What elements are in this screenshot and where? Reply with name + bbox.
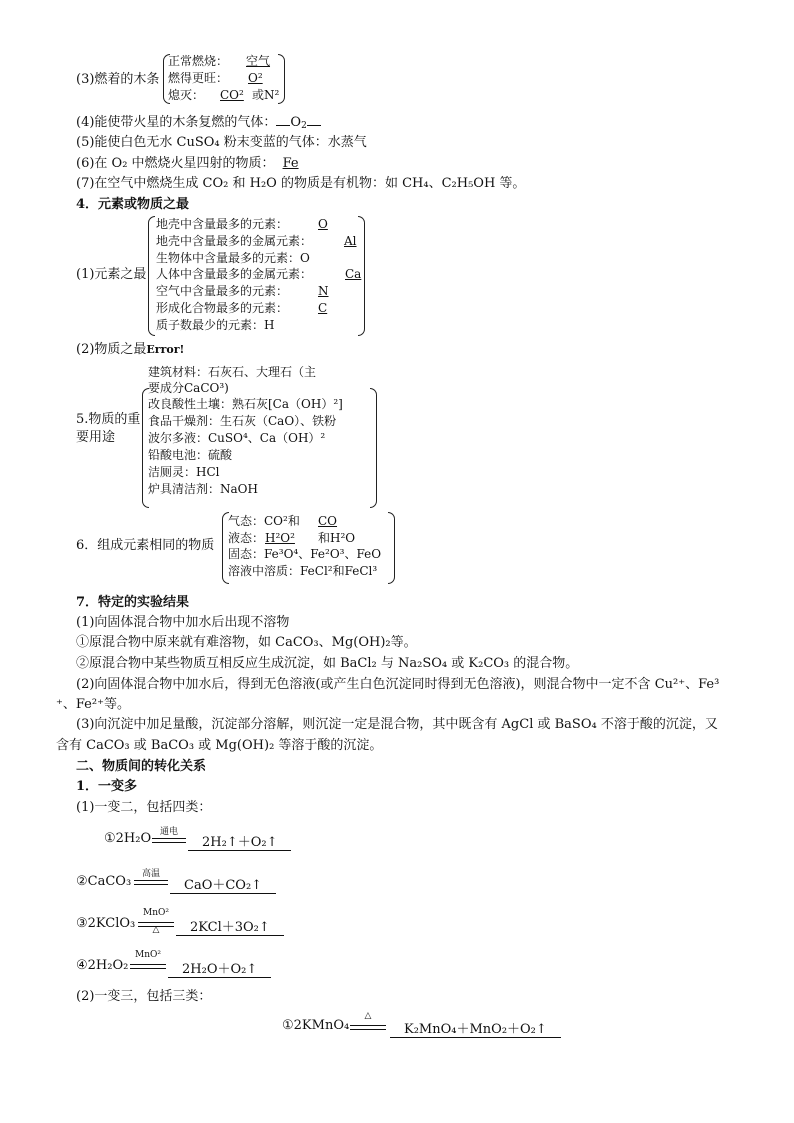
s3-ans-n2: 或N² [252,88,280,102]
eq2-rhs: CaO＋CO₂↑ [170,874,276,894]
uses-item-4: 食品干燥剂：生石灰（CaO）、铁粉 [148,414,337,428]
eq3-rhs: 2KCl＋3O₂↑ [176,916,284,936]
s3-item-3: 熄灭： [168,88,205,102]
para-1: (1)向固体混合物中加水后出现不溶物 [76,615,290,630]
uses-label-2: 要用途 [76,430,116,445]
eq3-lhs: ③2KClO₃ [76,916,136,931]
eq4-rhs: 2H₂O＋O₂↑ [168,958,271,978]
line-7: (7)在空气中燃烧生成 CO₂ 和 H₂O 的物质是有机物：如 CH₄、C₂H₅OH 等。 [76,176,526,191]
eq2-cond: 高温 [141,869,160,879]
heading-2-1-2: (2)一变三，包括三类： [76,989,212,1004]
s3-ans-air: 空气 [246,54,271,68]
heading-2-1: 1．一变多 [76,779,138,794]
para-4b: ⁺、Fe²⁺等。 [56,697,130,712]
elem-brace [148,216,155,336]
error-text: Error! [146,343,185,356]
line-4: (4)能使带火星的木条复燃的气体： $O_2$ [76,114,321,135]
same-item-1: 气态：CO²和 [228,514,300,528]
s3-label: (3)燃着的木条 [76,72,160,87]
uses-item-5: 波尔多液：CuSO⁴、Ca（OH）² [148,431,326,445]
same-item-2: 液态： [228,531,265,545]
elem-ans-al: Al [344,234,357,248]
uses-item-7: 洁厕灵：HCl [148,465,220,479]
elem-item-7: 质子数最少的元素：H [156,318,275,332]
uses-item-3: 改良酸性土壤：熟石灰[Ca（OH）²] [148,397,343,411]
s3-item-2: 燃得更旺： [168,71,229,85]
eq1-cond: 通电 [159,827,178,837]
elem-item-2: 地壳中含量最多的金属元素： [156,234,313,248]
same-ans-h2o2: H²O² [265,531,295,545]
eq1-rhs: 2H₂↑＋O₂↑ [188,831,291,851]
elem-ans-c: C [318,301,328,315]
elem-item-1: 地壳中含量最多的元素： [156,217,289,231]
uses-brace-right [370,388,377,508]
eq5-cond: △ [364,1011,372,1021]
uses-item-8: 炉具清洁剂：NaOH [148,482,258,496]
eq4-cond: MnO² [135,950,161,960]
line-4-answer: O [290,115,302,130]
para-2: ①原混合物中原来就有难溶物，如 CaCO₃、Mg(OH)₂等。 [76,635,417,650]
elem-item-3: 生物体中含量最多的元素：O [156,251,310,265]
eq5-rhs: K₂MnO₄＋MnO₂＋O₂↑ [390,1018,561,1038]
eq3-cond: MnO² [143,908,169,918]
line-6: (6)在 O₂ 中燃烧火星四射的物质： Fe [76,155,307,172]
uses-item-6: 铅酸电池：硫酸 [148,448,233,462]
heading-4: 4．元素或物质之最 [76,197,190,212]
same-item-3: 固态：Fe³O⁴、Fe²O³、FeO [228,547,382,561]
eq2-lhs: ②CaCO₃ [76,874,132,889]
heading-7: 7．特定的实验结果 [76,595,190,610]
heading-2-1-1: (1)一变二，包括四类： [76,800,212,815]
eq5-arrow [350,1025,386,1030]
line-6-answer: Fe [282,156,299,171]
elem-item-6: 形成化合物最多的元素： [156,301,289,315]
para-4a: (2)向固体混合物中加水后，得到无色溶液(或产生白色沉淀同时得到无色溶液)，则混合物中一定不含 Cu²⁺、Fe³ [76,677,720,692]
elem-item-4: 人体中含量最多的金属元素： [156,267,313,281]
eq1-lhs: ①2H₂O [104,831,152,846]
heading-2: 二、物质间的转化关系 [76,759,207,774]
eq4-arrow [130,964,166,969]
s3-ans-o2: O² [248,71,263,85]
eq1-arrow [152,838,186,843]
elem-ans-o: O [318,217,328,231]
uses-item-2: 要成分CaCO³) [148,381,229,395]
same-brace-right [388,512,395,584]
uses-label-1: 5.物质的重 [76,412,141,427]
eq3-cond2: △ [152,925,160,935]
para-3: ②原混合物中某些物质互相反应生成沉淀，如 BaCl₂ 与 Na₂SO₄ 或 K₂CO₃ 的混合物。 [76,656,579,671]
s3-item-1: 正常燃烧： [168,54,229,68]
para-5b: 含有 CaCO₃ 或 BaCO₃ 或 Mg(OH)₂ 等溶于酸的沉淀。 [56,738,383,753]
eq5-lhs: ①2KMnO₄ [282,1018,350,1033]
same-label: 6．组成元素相同的物质 [76,538,215,553]
same-item-4: 溶液中溶质：FeCl²和FeCl³ [228,564,378,578]
elem-item-5: 空气中含量最多的元素： [156,284,289,298]
line-5: (5)能使白色无水 CuSO₄ 粉末变蓝的气体：水蒸气 [76,135,367,150]
eq4-lhs: ④2H₂O₂ [76,958,129,973]
eq2-arrow [134,880,168,885]
para-5a: (3)向沉淀中加足量酸，沉淀部分溶解，则沉淀一定是混合物，其中既含有 AgCl 或 BaSO₄ 不溶于酸的沉淀，又 [76,717,718,732]
elem-ans-n: N [318,284,329,298]
same-ans-h2o: 和H²O [318,531,356,545]
elem-ans-ca: Ca [345,267,362,281]
s3-ans-co2: CO² [220,88,244,102]
sub-2: (2)物质之最Error! [76,342,185,357]
elem-label: (1)元素之最 [76,267,147,282]
same-ans-co: CO [318,514,338,528]
uses-item-1: 建筑材料：石灰石、大理石（主 [148,365,317,379]
